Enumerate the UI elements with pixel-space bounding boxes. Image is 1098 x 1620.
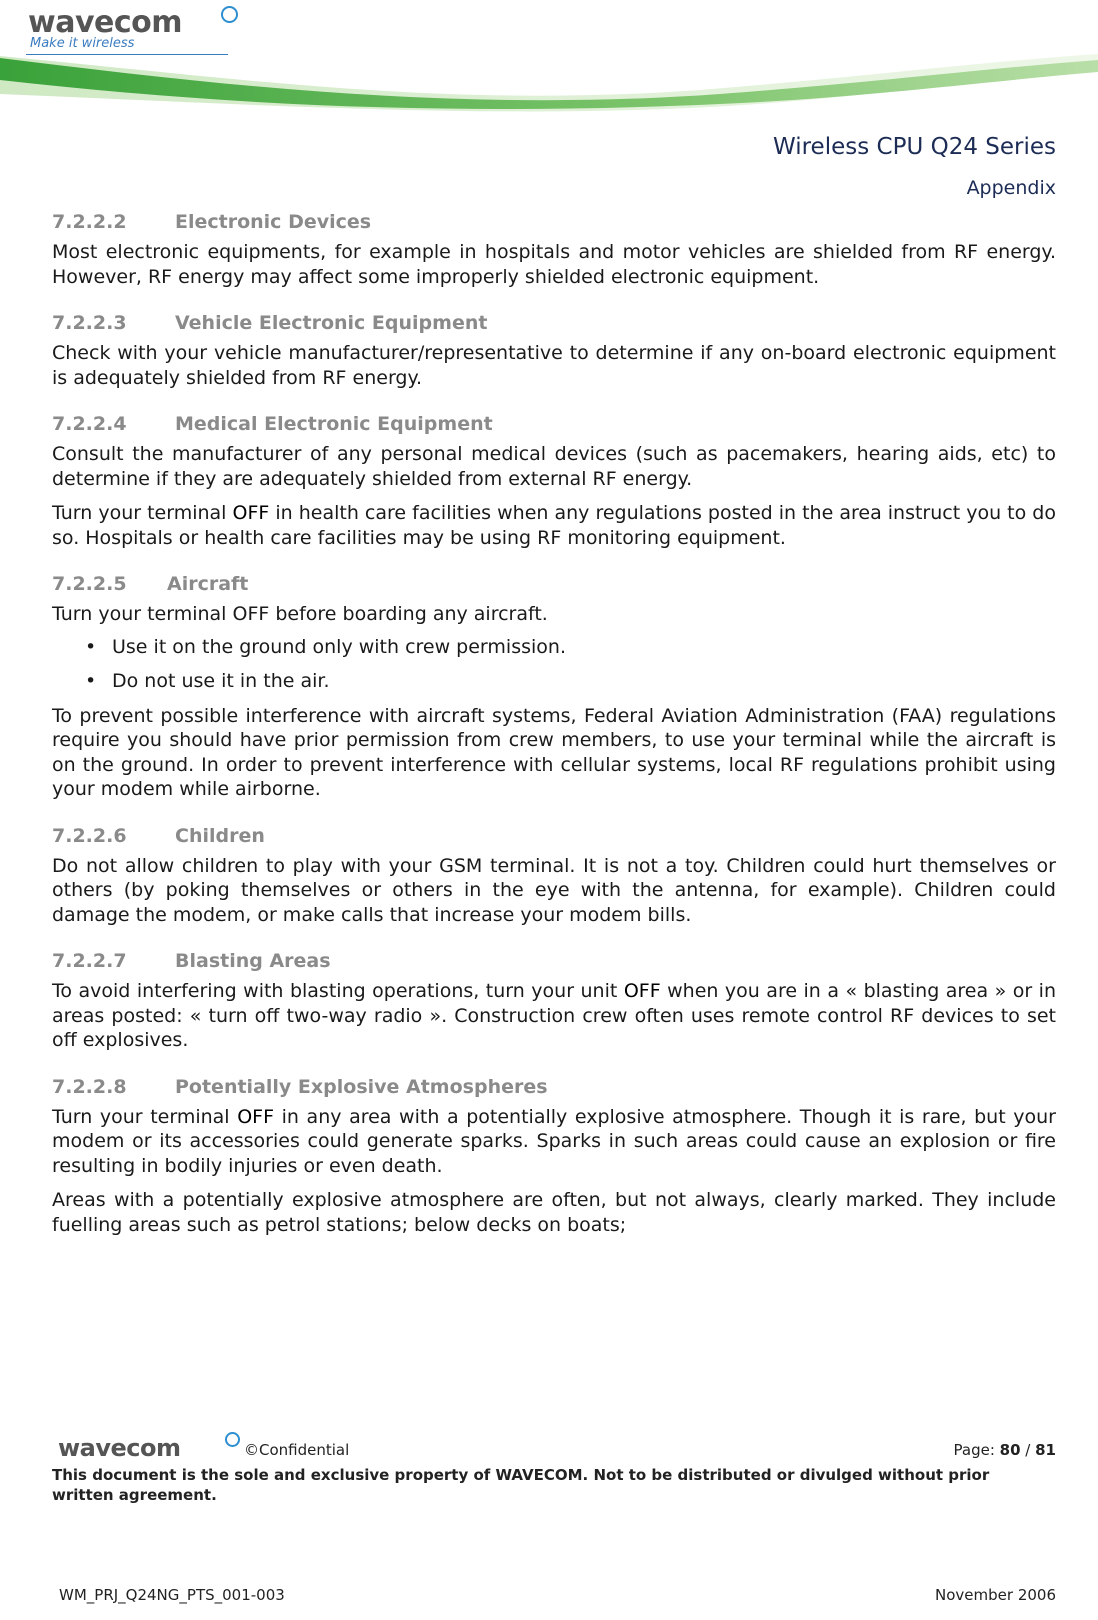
confidential-label: ©Confidential [244, 1441, 350, 1459]
text-run: Turn your terminal [52, 1105, 238, 1128]
bullet-icon: • [85, 635, 97, 658]
section-title: Potentially Explosive Atmospheres [175, 1075, 548, 1098]
list-item [52, 669, 1056, 694]
registered-mark-icon [225, 1432, 240, 1447]
logo-wordmark: wavecom [28, 5, 183, 40]
section-number: 7.2.2.6 [52, 824, 127, 847]
page-total: 81 [1035, 1441, 1056, 1459]
section-title: Medical Electronic Equipment [175, 413, 493, 435]
keyword-off: OFF [237, 1105, 275, 1128]
section-number: 7.2.2.2 [52, 211, 127, 233]
section-heading [52, 309, 1056, 337]
header-swoosh-graphic [0, 50, 1098, 140]
bullet-icon: • [85, 670, 97, 692]
section-title: Vehicle Electronic Equipment [175, 312, 488, 334]
document-section-label: Appendix [966, 177, 1056, 199]
list-item-text: Use it on the ground only with crew permission. [112, 635, 566, 658]
logo-tagline: Make it wireless [30, 36, 135, 51]
document-date: November 2006 [935, 1586, 1056, 1604]
bullet-list [52, 635, 1056, 694]
list-item [52, 635, 1056, 660]
text-run: Turn your terminal [52, 502, 233, 524]
paragraph [52, 1105, 1056, 1179]
footer-logo: wavecom [58, 1434, 181, 1462]
page-label: Page: [953, 1441, 1000, 1459]
paragraph [52, 979, 1056, 1053]
paragraph: Turn your terminal OFF before boarding any aircraft. [52, 603, 548, 625]
section-heading [52, 208, 1056, 236]
section-number: 7.2.2.7 [52, 950, 127, 972]
page-content [52, 208, 1056, 1237]
paragraph: Do not allow children to play with your GSM terminal. It is not a toy. Children could hurt themselves or others (by poking themselves or others in the eye with the antenna, for example). Children could damage the modem, or make calls that increase your modem bills. [52, 854, 1056, 926]
document-title: Wireless CPU Q24 Series [772, 134, 1056, 160]
registered-mark-icon [221, 6, 238, 23]
keyword-off: OFF [623, 980, 661, 1002]
section-heading [52, 822, 1056, 850]
text-run: in health care facilities when any regulations posted in the area instruct you to do so. Hospitals or health care facilities may be using RF monitoring equipment. [52, 502, 1056, 549]
list-item-text: Do not use it in the air. [112, 670, 330, 692]
section-number: 7.2.2.3 [52, 312, 127, 334]
paragraph: Most electronic equipments, for example in hospitals and motor vehicles are shielded from RF energy. However, RF energy may affect some improperly shielded electronic equipment. [52, 241, 1056, 288]
section-number: 7.2.2.8 [52, 1075, 127, 1098]
wavecom-logo [26, 5, 231, 54]
keyword-off: OFF [232, 502, 270, 524]
section-heading [52, 947, 1056, 975]
text-run: in any area with a potentially explosive atmosphere. Though it is rare, but your modem or its accessories could generate sparks. Sparks in such areas could cause an explosion or fire resulting in bodily injuries or even death. [52, 1105, 1056, 1177]
page-current: 80 [999, 1441, 1021, 1459]
section-heading [52, 410, 1056, 438]
section-title: Electronic Devices [175, 211, 372, 233]
section-title: Blasting Areas [175, 950, 331, 972]
section-heading [52, 1073, 1056, 1101]
confidentiality-notice: This document is the sole and exclusive property of WAVECOM. Not to be distributed or divulged without prior written agreement. [52, 1466, 990, 1504]
paragraph: Consult the manufacturer of any personal medical devices (such as pacemakers, hearing aids, etc) to determine if they are adequately shielded from external RF energy. [52, 443, 1056, 490]
page-separator: / [1020, 1441, 1036, 1459]
text-run: when you are in a « blasting area » or in areas posted: « turn off two-way radio ». Construction crew often uses remote control RF devices to set off explosives. [52, 980, 1056, 1051]
paragraph [52, 501, 1056, 550]
section-heading [52, 570, 1056, 598]
section-number: 7.2.2.5 [52, 573, 127, 595]
section-title: Children [175, 824, 265, 847]
text-run: To avoid interfering with blasting operations, turn your unit [52, 980, 624, 1002]
paragraph: To prevent possible interference with aircraft systems, Federal Aviation Administration (FAA) regulations require you should have prior permission from crew members, to use your terminal while the aircraft is on the ground. In order to prevent interference with cellular systems, local RF regulations prohibit using your modem while airborne. [52, 704, 1056, 800]
paragraph: Check with your vehicle manufacturer/representative to determine if any on-board electronic equipment is adequately shielded from RF energy. [52, 342, 1056, 389]
paragraph: Areas with a potentially explosive atmosphere are often, but not always, clearly marked. They include fuelling areas such as petrol stations; below decks on boats; [52, 1189, 1056, 1236]
section-number: 7.2.2.4 [52, 413, 127, 435]
section-title: Aircraft [167, 573, 249, 595]
document-reference: WM_PRJ_Q24NG_PTS_001-003 [59, 1586, 285, 1604]
page-number [954, 1441, 1056, 1459]
